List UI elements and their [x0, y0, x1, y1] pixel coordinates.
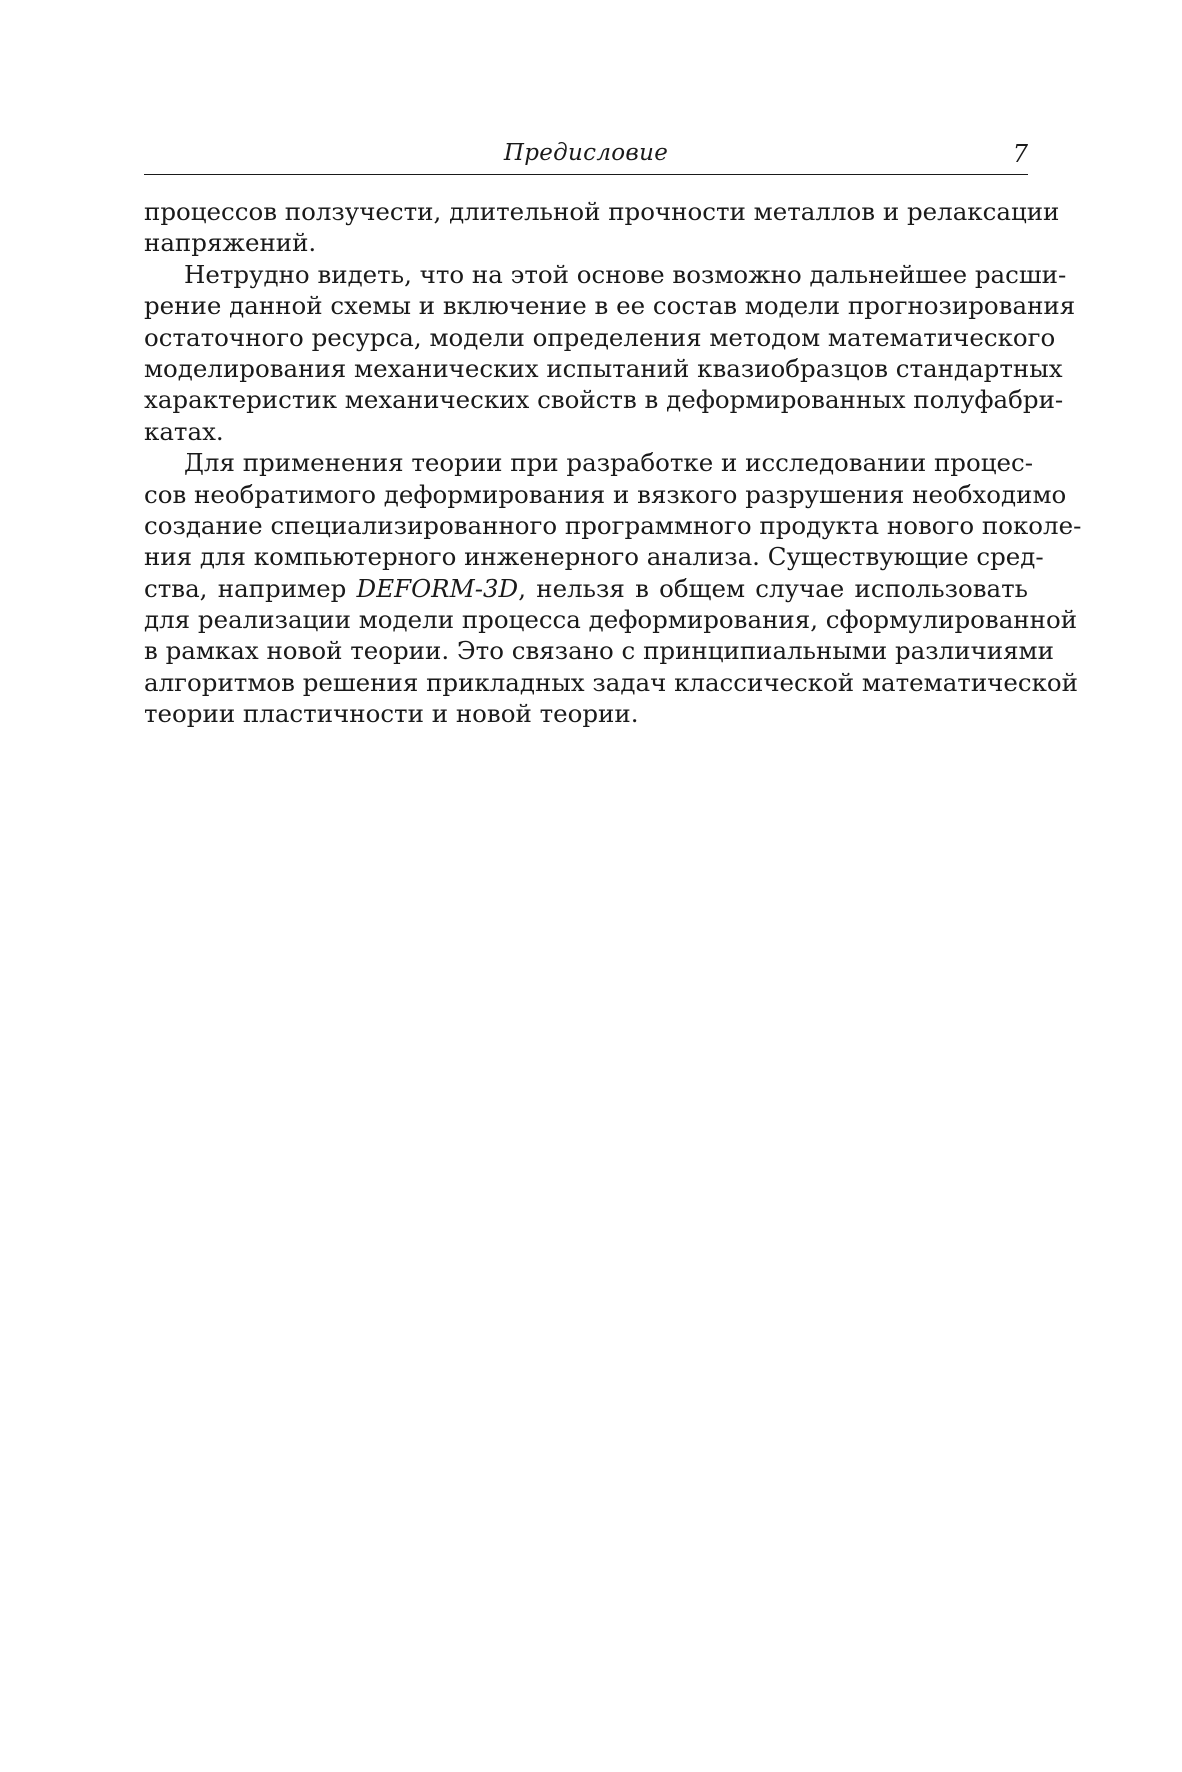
text-line: рение данной схемы и включение в ее состав модели прогнозирования — [144, 291, 1076, 321]
text-line: Для применения теории при разработке и исследовании процес- — [184, 448, 1033, 478]
text-line: Нетрудно видеть, что на этой основе возможно дальнейшее расши- — [184, 259, 1067, 289]
text-line: процессов ползучести, длительной прочности металлов и релаксации — [144, 197, 1060, 226]
running-title: Предисловие — [503, 140, 669, 166]
text-line: моделирования механических испытаний квазиобразцов стандартных — [144, 353, 1063, 383]
text-line: теории пластичности и новой теории. — [144, 699, 639, 729]
text-line: остаточного ресурса, модели определения методом математического — [144, 322, 1056, 352]
text-line: для реализации модели процесса деформирования, сформулированной — [144, 605, 1078, 635]
text-line: напряжений. — [144, 228, 317, 258]
running-head — [144, 136, 1028, 175]
text-line: алгоритмов решения прикладных задач классической математической — [144, 667, 1078, 697]
page-number: 7 — [1012, 140, 1028, 168]
paragraph-1 — [144, 196, 1060, 259]
paragraph-3 — [144, 447, 1082, 730]
paragraph-2 — [144, 259, 1076, 447]
text-line: ния для компьютерного инженерного анализа. Существующие сред- — [144, 542, 1044, 572]
text-fragment: ства, например — [144, 573, 357, 603]
text-line-mixed — [144, 573, 1028, 604]
text-fragment: , нельзя в общем случае использовать — [518, 573, 1028, 603]
text-line: в рамках новой теории. Это связано с принципиальными различиями — [144, 636, 1054, 666]
software-name: DEFORM-3D — [356, 573, 519, 603]
text-line: характеристик механических свойств в деформированных полуфабри- — [144, 385, 1064, 415]
text-line: катах. — [144, 416, 224, 446]
text-line: сов необратимого деформирования и вязкого разрушения необходимо — [144, 479, 1067, 509]
text-line: создание специализированного программного продукта нового поколе- — [144, 510, 1082, 540]
body-text — [144, 196, 1082, 730]
